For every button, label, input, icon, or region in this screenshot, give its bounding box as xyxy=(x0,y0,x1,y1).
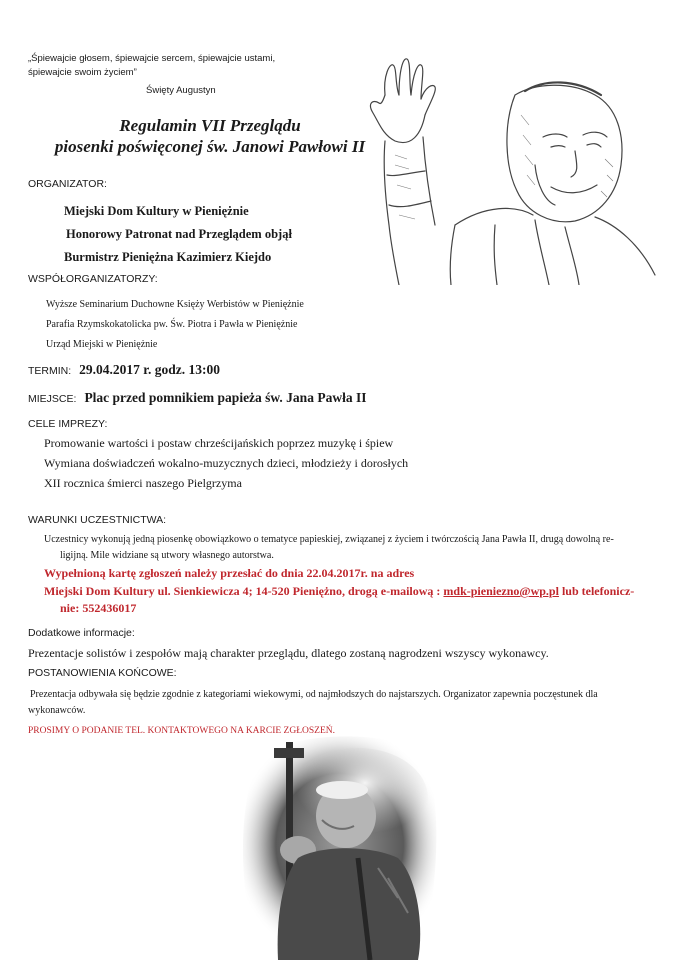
phone-request-notice: PROSIMY O PODANIE TEL. KONTAKTOWEGO NA KARCIE ZGŁOSZEŃ. xyxy=(28,726,336,736)
coorganizer-line-1: Wyższe Seminarium Duchowne Księży Werbistów w Pieniężnie xyxy=(46,299,304,310)
final-text-1: Prezentacja odbywała się będzie zgodnie z kategoriami wiekowymi, od najmłodszych do najstarszych. Organizator zapewnia poczęstunek dla xyxy=(30,689,598,700)
contact-address: Miejski Dom Kultury ul. Sienkiewicza 4; 14-520 Pieniężno, drogą e-mailową : xyxy=(44,584,441,598)
term-value: 29.04.2017 r. godz. 13:00 xyxy=(79,362,221,377)
place-label: MIEJSCE: xyxy=(28,393,77,405)
organizer-label: ORGANIZATOR: xyxy=(28,178,107,190)
contact-email-link[interactable]: mdk-pieniezno@wp.pl xyxy=(443,584,559,598)
epigraph-quote xyxy=(28,52,348,80)
conditions-text-1: Uczestnicy wykonują jedną piosenkę obowiązkowo o tematyce papieskiej, związanej z życiem i twórczością Jana Pawła II, drugą dowolną re- xyxy=(44,534,614,545)
term-row xyxy=(28,361,220,379)
coorganizer-line-2: Parafia Rzymskokatolicka pw. Św. Piotra i Pawła w Pieniężnie xyxy=(46,319,298,330)
quote-line-1: „Śpiewajcie głosem, śpiewajcie sercem, śpiewajcie ustami, xyxy=(28,53,276,64)
final-text-2: wykonawców. xyxy=(28,705,86,716)
place-value: Plac przed pomnikiem papieża św. Jana Pawła II xyxy=(84,390,367,405)
additional-label: Dodatkowe informacje: xyxy=(28,627,135,639)
pope-sketch-illustration xyxy=(355,55,660,285)
deadline-notice: Wypełnioną kartę zgłoszeń należy przesłać do dnia 22.04.2017r. na adres xyxy=(44,566,415,580)
goals-label: CELE IMPREZY: xyxy=(28,418,108,430)
goal-line-2: Wymiana doświadczeń wokalno-muzycznych dzieci, młodzieży i dorosłych xyxy=(44,456,409,470)
coorganizer-line-3: Urząd Miejski w Pieniężnie xyxy=(46,339,158,350)
term-label: TERMIN: xyxy=(28,365,72,377)
conditions-label: WARUNKI UCZESTNICTWA: xyxy=(28,514,167,526)
conditions-text-2: ligijną. Mile widziane są utwory własnego autorstwa. xyxy=(60,550,274,561)
organizer-line-3: Burmistrz Pieniężna Kazimierz Kiejdo xyxy=(64,250,272,264)
title-line-2: piosenki poświęconej św. Janowi Pawłowi II xyxy=(54,137,366,156)
organizer-line-1: Miejski Dom Kultury w Pieniężnie xyxy=(64,204,249,218)
page-title xyxy=(40,115,380,157)
final-label: POSTANOWIENIA KOŃCOWE: xyxy=(28,667,177,679)
quote-author: Święty Augustyn xyxy=(146,85,216,96)
pope-photo xyxy=(238,728,438,960)
goal-line-3: XII rocznica śmierci naszego Pielgrzyma xyxy=(44,476,242,490)
quote-line-2: śpiewajcie swoim życiem” xyxy=(28,67,137,78)
goal-line-1: Promowanie wartości i postaw chrześcijańskich poprzez muzykę i śpiew xyxy=(44,436,394,450)
contact-phone: nie: 552436017 xyxy=(60,601,137,615)
additional-text: Prezentacje solistów i zespołów mają charakter przeglądu, dlatego zostaną nagrodzeni wszyscy wykonawcy. xyxy=(28,646,549,660)
place-row xyxy=(28,389,366,407)
contact-line xyxy=(44,584,634,599)
coorganizers-label: WSPÓŁORGANIZATORZY: xyxy=(28,273,158,285)
contact-phone-prefix: lub telefonicz- xyxy=(561,584,635,598)
organizer-line-2: Honorowy Patronat nad Przeglądem objął xyxy=(66,227,292,241)
title-line-1: Regulamin VII Przeglądu xyxy=(119,116,301,135)
